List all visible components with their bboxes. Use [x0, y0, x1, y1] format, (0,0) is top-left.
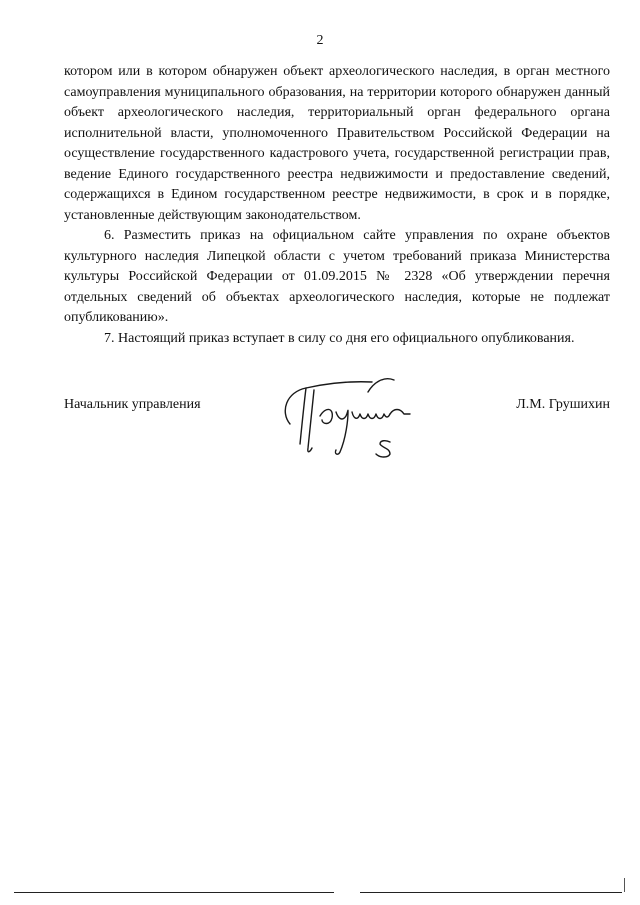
paragraph-item-7: 7. Настоящий приказ вступает в силу со дня его официального опубликования. [104, 330, 575, 346]
document-body [64, 62, 610, 349]
page-number: 2 [316, 33, 324, 48]
signer-name: Л.М. Грушихин [516, 397, 610, 412]
signer-position: Начальник управления [64, 397, 201, 412]
handwritten-signature [276, 368, 436, 460]
edge-mark [624, 878, 625, 892]
bottom-rule-left [14, 892, 334, 893]
paragraph-continuation: котором или в котором обнаружен объект археологического наследия, в орган местного самоуправления муниципального образования, на территории которого обнаружен данный объект археологического наследия, территориальный орган федерального органа исполнительной власти, уполномоченного Правительством Российской Федерации на осуществление государственного кадастрового учета, государственной регистрации прав, ведение Единого государственного реестра недвижимости и предоставление сведений, содержащихся в Едином государственном реестре недвижимости, в срок и в порядке, установленные действующим законодательством. [64, 64, 610, 223]
bottom-rule-right [360, 892, 622, 893]
paragraph-item-6: 6. Разместить приказ на официальном сайте управления по охране объектов культурного наследия Липецкой области с учетом требований приказа Министерства культуры Российской Федерации от 01.09.2015 № 2328 «Об утверждении перечня отдельных сведений об объектах археологического наследия, которые не подлежат опубликованию». [64, 228, 610, 325]
